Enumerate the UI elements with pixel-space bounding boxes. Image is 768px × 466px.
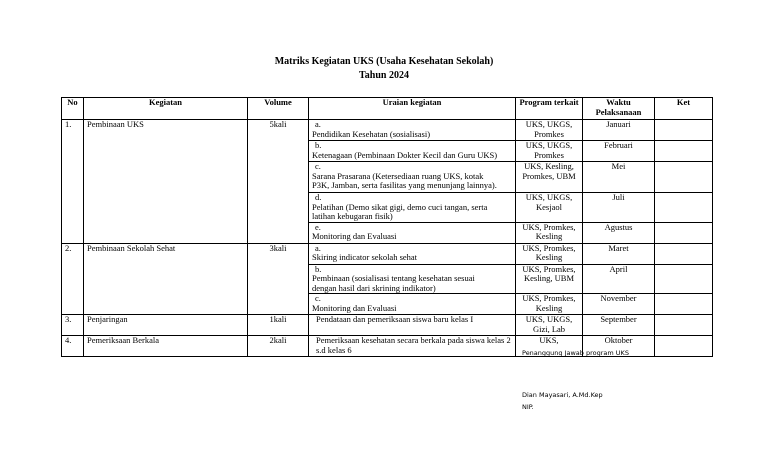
signature-role: Penanggung Jawab program UKS (522, 349, 629, 357)
cell-ket (655, 294, 713, 315)
item-label: c. (315, 161, 321, 171)
table-row (62, 120, 713, 141)
activity-matrix-table (61, 97, 713, 357)
cell-waktu: Januari (583, 120, 655, 141)
document-title: Matriks Kegiatan UKS (Usaha Kesehatan Sekolah) (274, 56, 494, 67)
table-row (62, 243, 713, 264)
cell-program: UKS, Promkes, Kesling (516, 243, 583, 264)
cell-waktu: Juli (583, 193, 655, 223)
item-text: Pendataan dan pemeriksaan siswa baru kelas I (316, 314, 474, 324)
cell-kegiatan: Pembinaan UKS (84, 120, 248, 244)
item-text: Pembinaan (sosialisasi tentang kesehatan sesuai dengan hasil dari skrining indikator) (312, 273, 475, 293)
cell-program: UKS, (516, 336, 583, 357)
cell-ket (655, 120, 713, 141)
cell-ket (655, 336, 713, 357)
cell-no: 4. (62, 336, 84, 357)
cell-uraian (309, 162, 516, 193)
cell-program: UKS, UKGS, Promkes (516, 141, 583, 162)
cell-uraian (309, 141, 516, 162)
cell-no: 2. (62, 243, 84, 315)
item-text: Ketenagaan (Pembinaan Dokter Kecil dan Guru UKS) (312, 149, 498, 160)
item-label: e. (315, 222, 321, 232)
cell-no: 3. (62, 315, 84, 336)
cell-program: UKS, Promkes, Kesling (516, 222, 583, 243)
cell-waktu: Oktober (583, 336, 655, 357)
table-header-row (62, 98, 713, 120)
header-ket: Ket (655, 98, 713, 120)
cell-waktu: Februari (583, 141, 655, 162)
cell-uraian (309, 315, 516, 336)
cell-waktu: Agustus (583, 222, 655, 243)
cell-program: UKS, Promkes, Kesling, UBM (516, 264, 583, 294)
header-no: No (62, 98, 84, 120)
cell-kegiatan: Pemeriksaan Berkala (84, 336, 248, 357)
item-label: a. (315, 243, 321, 253)
cell-uraian (309, 243, 516, 264)
header-waktu: Waktu Pelaksanaan (583, 98, 655, 120)
item-text: Pemeriksaan kesehatan secara berkala pada siswa kelas 2 s.d kelas 6 (316, 335, 511, 355)
item-label: b. (315, 264, 322, 274)
cell-waktu: September (583, 315, 655, 336)
cell-waktu: Maret (583, 243, 655, 264)
cell-program: UKS, UKGS, Kesjaol (516, 193, 583, 223)
cell-ket (655, 193, 713, 223)
table-row (62, 315, 713, 336)
cell-program: UKS, UKGS, Promkes (516, 120, 583, 141)
document-year: Tahun 2024 (359, 70, 409, 81)
item-text: Pelatihan (Demo sikat gigi, demo cuci tangan, serta latihan kebugaran fisik) (312, 201, 488, 221)
cell-waktu: November (583, 294, 655, 315)
cell-ket (655, 222, 713, 243)
item-text: Sarana Prasarana (Ketersediaan ruang UKS, kotak P3K, Jamban, serta fasilitas yang menunjang lainnya). (312, 170, 497, 190)
cell-program: UKS, Promkes, Kesling (516, 294, 583, 315)
cell-ket (655, 315, 713, 336)
cell-program: UKS, UKGS, Gizi, Lab (516, 315, 583, 336)
signature-name: Dian Mayasari, A.Md.Kep (522, 391, 603, 399)
cell-volume: 1kali (248, 315, 309, 336)
cell-kegiatan: Penjaringan (84, 315, 248, 336)
item-text: Monitoring dan Evaluasi (312, 231, 397, 241)
cell-ket (655, 162, 713, 193)
item-label: b. (315, 140, 322, 150)
cell-uraian (309, 294, 516, 315)
item-label: c. (315, 293, 321, 303)
item-text: Monitoring dan Evaluasi (312, 302, 397, 313)
header-uraian: Uraian kegiatan (309, 98, 516, 120)
cell-no: 1. (62, 120, 84, 244)
cell-uraian (309, 264, 516, 294)
item-text: Pendidikan Kesehatan (sosialisasi) (312, 128, 431, 139)
cell-uraian (309, 222, 516, 243)
cell-kegiatan: Pembinaan Sekolah Sehat (84, 243, 248, 315)
cell-volume: 3kali (248, 243, 309, 315)
cell-volume: 5kali (248, 120, 309, 244)
cell-volume: 2kali (248, 336, 309, 357)
item-label: a. (315, 119, 321, 129)
cell-waktu: Mei (583, 162, 655, 193)
cell-uraian (309, 336, 516, 357)
cell-uraian (309, 120, 516, 141)
cell-ket (655, 264, 713, 294)
header-kegiatan: Kegiatan (84, 98, 248, 120)
cell-program: UKS, Kesling, Promkes, UBM (516, 162, 583, 193)
cell-ket (655, 243, 713, 264)
header-volume: Volume (248, 98, 309, 120)
cell-waktu: April (583, 264, 655, 294)
cell-ket (655, 141, 713, 162)
item-text: Skiring indicator sekolah sehat (312, 252, 418, 262)
cell-uraian (309, 193, 516, 223)
item-label: d. (315, 192, 322, 202)
header-program: Program terkait (516, 98, 583, 120)
signature-nip: NIP. (522, 403, 534, 411)
